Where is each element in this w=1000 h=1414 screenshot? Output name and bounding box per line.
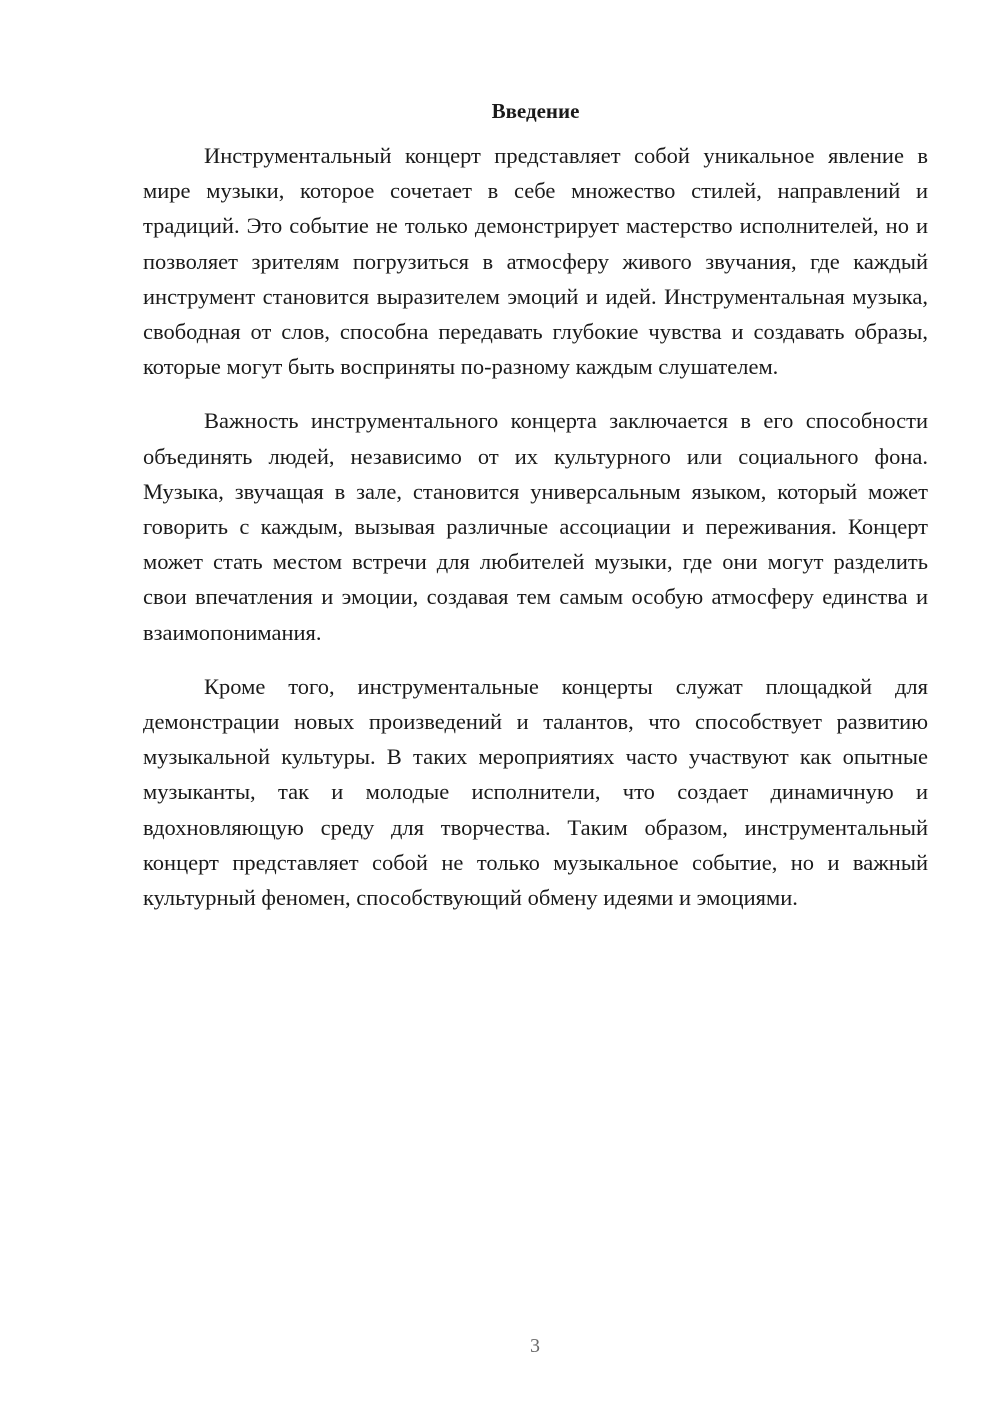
page-number: 3	[530, 1335, 540, 1357]
section-heading: Введение	[491, 99, 580, 123]
page-content	[143, 96, 928, 934]
paragraph-3: Кроме того, инструментальные концерты служат площадкой для демонстрации новых произведений и талантов, что способствует развитию музыкальной культуры. В таких мероприятиях часто участвуют как опытные музыканты, так и молодые исполнители, что создает динамичную и вдохновляющую среду для творчества. Таким образом, инструментальный концерт представляет собой не только музыкальное событие, но и важный культурный феномен, способствующий обмену идеями и эмоциями.	[143, 673, 928, 911]
paragraph-1: Инструментальный концерт представляет собой уникальное явление в мире музыки, которое сочетает в себе множество стилей, направлений и традиций. Это событие не только демонстрирует мастерство исполнителей, но и позволяет зрителям погрузиться в атмосферу живого звучания, где каждый инструмент становится выразителем эмоций и идей. Инструментальная музыка, свободная от слов, способна передавать глубокие чувства и создавать образы, которые могут быть восприняты по-разному каждым слушателем.	[143, 143, 928, 380]
paragraph-2: Важность инструментального концерта заключается в его способности объединять людей, независимо от их культурного или социального фона. Музыка, звучащая в зале, становится универсальным языком, который может говорить с каждым, вызывая различные ассоциации и переживания. Концерт может стать местом встречи для любителей музыки, где они могут разделить свои впечатления и эмоции, создавая тем самым особую атмосферу единства и взаимопонимания.	[143, 408, 928, 645]
